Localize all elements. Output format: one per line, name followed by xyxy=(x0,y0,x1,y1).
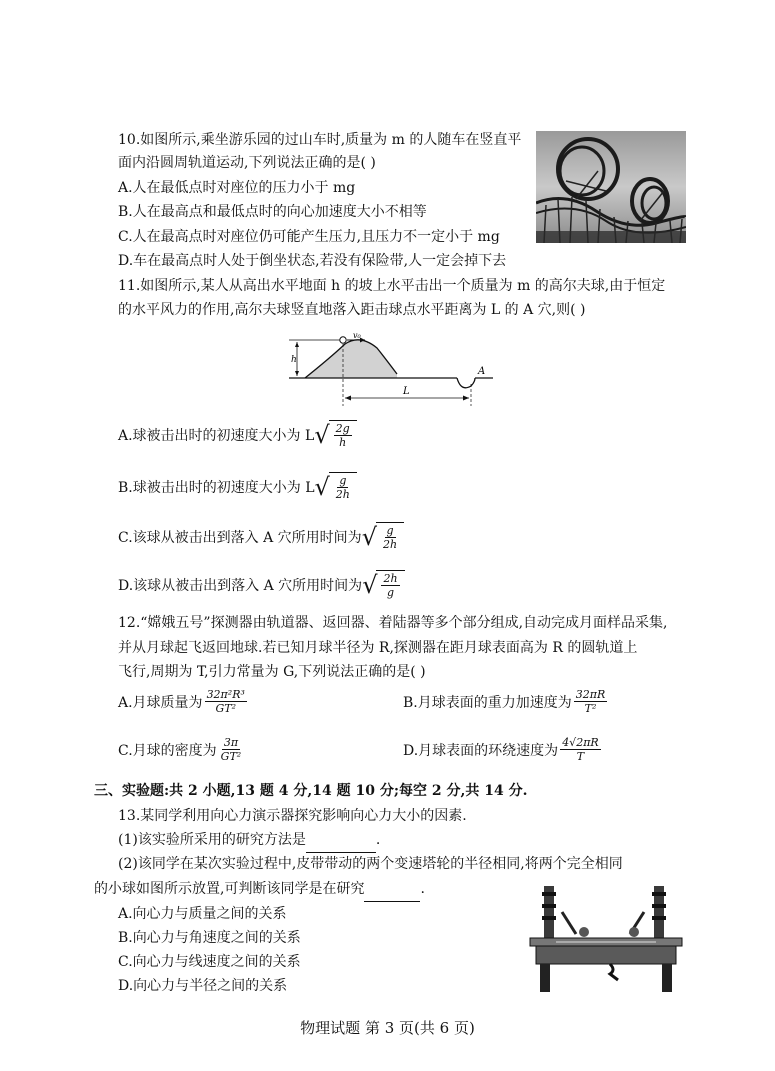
q11-option-b xyxy=(118,472,357,502)
fraction-numerator: 32πR xyxy=(575,688,606,701)
page-footer: 物理试题 第 3 页(共 6 页) xyxy=(300,1019,475,1037)
q12-option-b xyxy=(403,688,609,715)
sqrt-expression: √ $\frac{2g}{h}$ xyxy=(314,420,356,450)
q11-option-d-text: D.该球从被击出到落入 A 穴所用时间为 xyxy=(118,578,363,594)
q12-option-b-text: B.月球表面的重力加速度为 xyxy=(403,694,572,711)
fraction-numerator: g xyxy=(386,524,394,537)
q10-stem-line1: 10.如图所示,乘坐游乐园的过山车时,质量为 m 的人随车在竖直平 xyxy=(118,132,522,148)
sqrt-expression: √ $\frac{g}{2h}$ xyxy=(315,472,357,502)
q13-option-c: C.向心力与线速度之间的关系 xyxy=(118,954,301,970)
centripetal-force-apparatus-photo xyxy=(526,882,686,994)
q10-option-a: A.人在最低点时对座位的压力小于 mg xyxy=(118,180,356,196)
q13-part2-line2 xyxy=(94,878,425,902)
q13-part2-line1: (2)该同学在某次实验过程中,皮带带动的两个变速塔轮的半径相同,将两个完全相同 xyxy=(118,856,623,872)
q12-option-a xyxy=(118,688,249,715)
q12-option-a-text: A.月球质量为 xyxy=(118,694,203,711)
fraction-numerator: 3π xyxy=(223,736,239,749)
fraction-denominator: T² xyxy=(584,702,597,715)
q13-part1-end: . xyxy=(375,832,381,848)
q10-stem-line2: 面内沿圆周轨道运动,下列说法正确的是( ) xyxy=(118,155,376,171)
L-label: L xyxy=(403,386,410,397)
q11-stem-line1: 11.如图所示,某人从高出水平地面 h 的坡上水平击出一个质量为 m 的高尔夫球,由于恒定 xyxy=(118,278,666,294)
q11-option-a-text: A.球被击出时的初速度大小为 L xyxy=(118,428,315,444)
fraction-denominator: g xyxy=(387,586,395,599)
A-hole-label: A xyxy=(478,366,486,377)
q11-option-c xyxy=(118,522,404,552)
fraction-denominator: 2h xyxy=(382,538,398,551)
section-3-heading: 三、实验题:共 2 小题,13 题 4 分,14 题 10 分;每空 2 分,共 14 分. xyxy=(94,783,528,799)
fraction-denominator: GT² xyxy=(215,702,236,715)
q10-option-d: D.车在最高点时人处于倒坐状态,若没有保险带,人一定会掉下去 xyxy=(118,253,507,269)
fraction-numerator: 32π²R³ xyxy=(206,688,245,701)
answer-blank[interactable] xyxy=(364,878,420,902)
q13-part1-text: (1)该实验所采用的研究方法是 xyxy=(118,832,306,848)
q13-part2-text: 的小球如图所示放置,可判断该同学是在研究 xyxy=(94,881,365,897)
sqrt-expression: √ $\frac{g}{2h}$ xyxy=(362,522,404,552)
q12-option-c-text: C.月球的密度为 xyxy=(118,742,217,759)
v0-label: v₀ xyxy=(353,331,361,340)
q12-option-d xyxy=(403,736,603,763)
q13-option-a: A.向心力与质量之间的关系 xyxy=(118,906,287,922)
q11-option-b-text: B.球被击出时的初速度大小为 L xyxy=(118,480,315,496)
q13-option-b: B.向心力与角速度之间的关系 xyxy=(118,930,301,946)
sqrt-expression: √ $\frac{2h}{g}$ xyxy=(362,570,404,600)
q13-option-d: D.向心力与半径之间的关系 xyxy=(118,978,288,994)
fraction-denominator: T xyxy=(576,750,585,763)
q12-stem-line3: 飞行,周期为 T,引力常量为 G,下列说法正确的是( ) xyxy=(118,664,426,680)
fraction-numerator: 2h xyxy=(383,572,398,585)
golf-trajectory-diagram xyxy=(285,330,495,408)
q13-part1 xyxy=(118,829,380,853)
q12-option-d-text: D.月球表面的环绕速度为 xyxy=(403,742,559,759)
h-label: h xyxy=(291,355,297,365)
fraction-numerator: 4√2πR xyxy=(562,736,599,749)
fraction-denominator: GT² xyxy=(220,750,242,763)
fraction-denominator: 2h xyxy=(335,488,350,501)
q12-stem-line1: 12.“嫦娥五号”探测器由轨道器、返回器、着陆器等多个部分组成,自动完成月面样品采集, xyxy=(118,615,668,631)
fraction-numerator: 2g xyxy=(335,422,350,435)
q10-option-c: C.人在最高点时对座位仍可能产生压力,且压力不一定小于 mg xyxy=(118,229,500,245)
q13-stem: 13.某同学利用向心力演示器探究影响向心力大小的因素. xyxy=(118,808,467,824)
q11-option-c-text: C.该球从被击出到落入 A 穴所用时间为 xyxy=(118,530,362,546)
q13-part2-end: . xyxy=(420,881,425,897)
q12-option-c xyxy=(118,736,245,763)
q10-option-b: B.人在最高点和最低点时的向心加速度大小不相等 xyxy=(118,204,427,220)
fraction-numerator: g xyxy=(339,474,347,487)
answer-blank[interactable] xyxy=(306,829,376,853)
roller-coaster-photo xyxy=(536,131,686,243)
q11-option-d xyxy=(118,570,405,600)
q11-stem-line2: 的水平风力的作用,高尔夫球竖直地落入距击球点水平距离为 L 的 A 穴,则( ) xyxy=(118,302,586,318)
fraction-denominator: h xyxy=(339,436,347,449)
q12-stem-line2: 并从月球起飞返回地球.若已知月球半径为 R,探测器在距月球表面高为 R 的圆轨道上 xyxy=(118,640,638,656)
q11-option-a xyxy=(118,420,357,450)
